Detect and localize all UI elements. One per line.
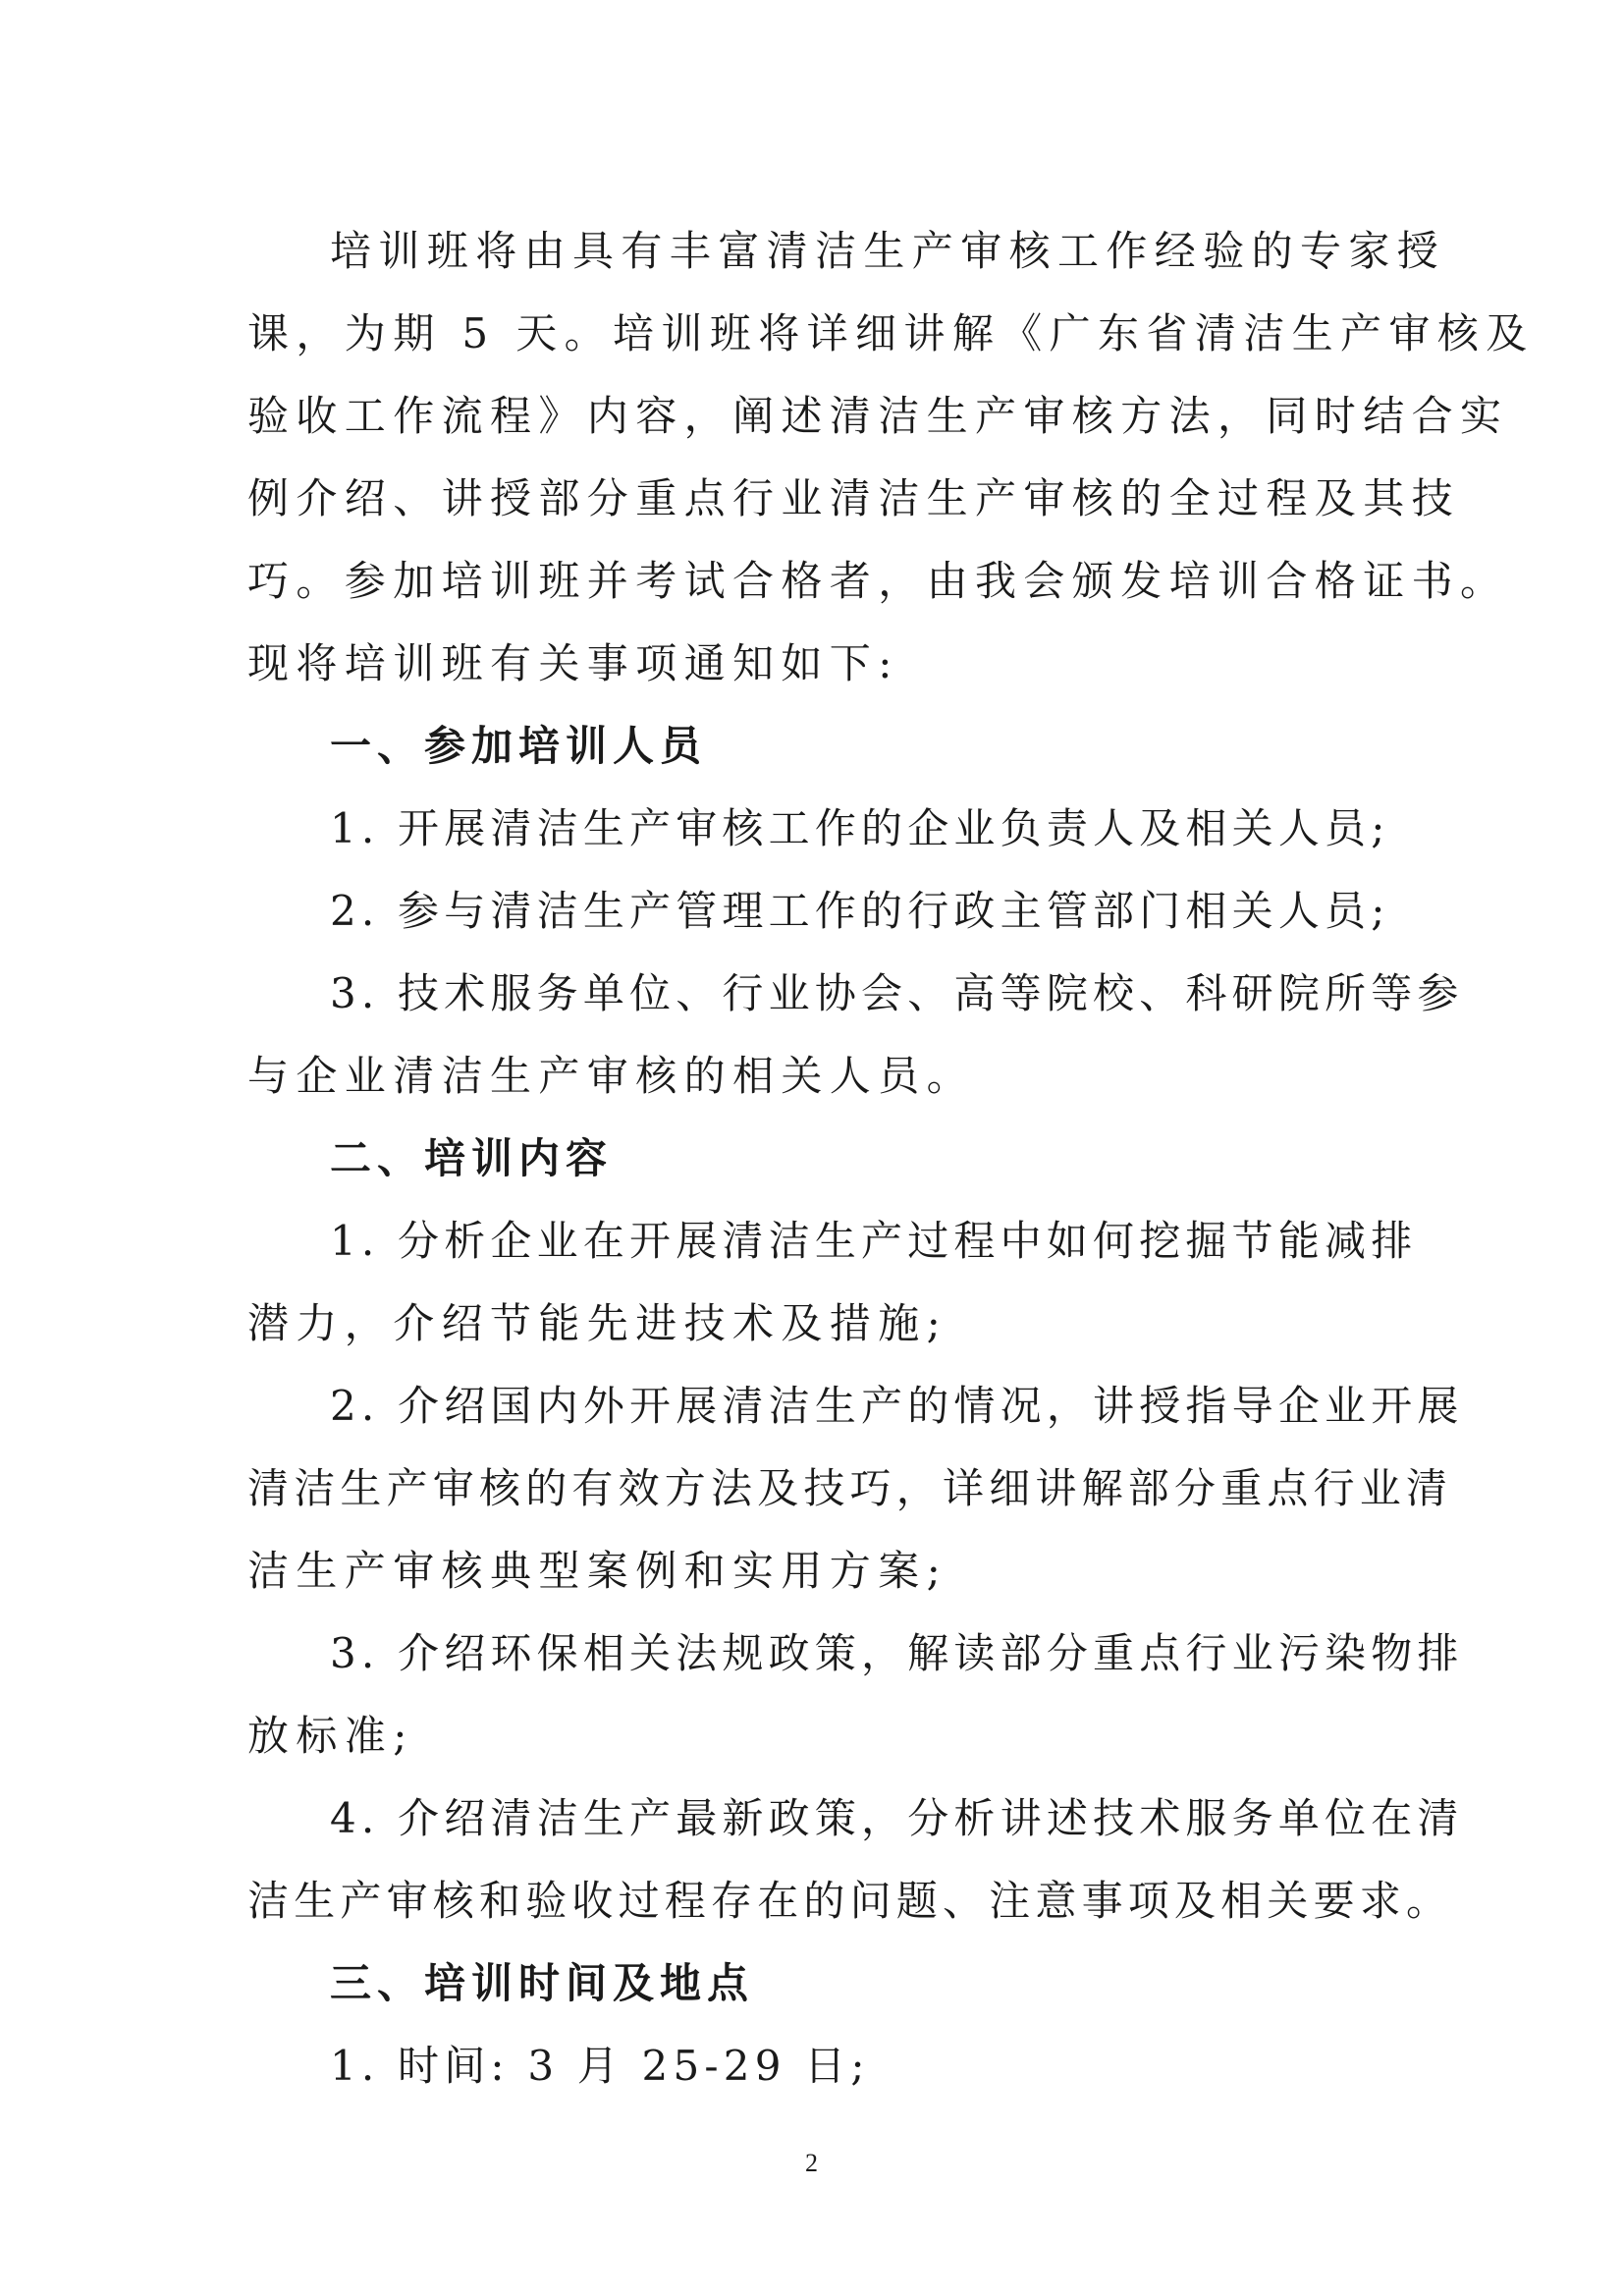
intro-line-3: 验收工作流程》内容，阐述清洁生产审核方法，同时结合实: [247, 392, 1509, 440]
content-item-3-line-1: 3. 介绍环保相关法规政策，解读部分重点行业污染物排: [330, 1629, 1464, 1677]
section-heading-time-location: 三、培训时间及地点: [330, 1959, 755, 2007]
participants-item-2: 2. 参与清洁生产管理工作的行政主管部门相关人员;: [330, 887, 1390, 935]
participants-item-3-line-1: 3. 技术服务单位、行业协会、高等院校、科研院所等参: [330, 969, 1464, 1017]
section-heading-content: 二、培训内容: [330, 1134, 614, 1182]
content-item-2-line-3: 洁生产审核典型案例和实用方案;: [247, 1547, 948, 1595]
content-item-2-line-2: 清洁生产审核的有效方法及技巧，详细讲解部分重点行业清: [247, 1464, 1453, 1512]
intro-line-6: 现将培训班有关事项通知如下:: [247, 639, 899, 687]
content-item-2-line-1: 2. 介绍国内外开展清洁生产的情况，讲授指导企业开展: [330, 1382, 1464, 1430]
intro-line-5: 巧。参加培训班并考试合格者，由我会颁发培训合格证书。: [247, 557, 1509, 605]
content-item-3-line-2: 放标准;: [247, 1712, 414, 1760]
intro-line-1: 培训班将由具有丰富清洁生产审核工作经验的专家授: [330, 227, 1446, 275]
intro-line-4: 例介绍、讲授部分重点行业清洁生产审核的全过程及其技: [247, 474, 1461, 522]
content-item-4-line-1: 4. 介绍清洁生产最新政策，分析讲述技术服务单位在清: [330, 1794, 1464, 1842]
time-location-item-1: 1. 时间: 3 月 25-29 日;: [330, 2042, 870, 2090]
content-item-1-line-2: 潜力，介绍节能先进技术及措施;: [247, 1299, 948, 1347]
section-heading-participants: 一、参加培训人员: [330, 722, 708, 770]
participants-item-1: 1. 开展清洁生产审核工作的企业负责人及相关人员;: [330, 804, 1390, 852]
page-number: 2: [805, 2149, 818, 2177]
participants-item-3-line-2: 与企业清洁生产审核的相关人员。: [247, 1052, 976, 1100]
content-item-4-line-2: 洁生产审核和验收过程存在的问题、注意事项及相关要求。: [247, 1877, 1453, 1925]
intro-line-2: 课，为期 5 天。培训班将详细讲解《广东省清洁生产审核及: [247, 309, 1535, 357]
content-item-1-line-1: 1. 分析企业在开展清洁生产过程中如何挖掘节能减排: [330, 1217, 1418, 1265]
